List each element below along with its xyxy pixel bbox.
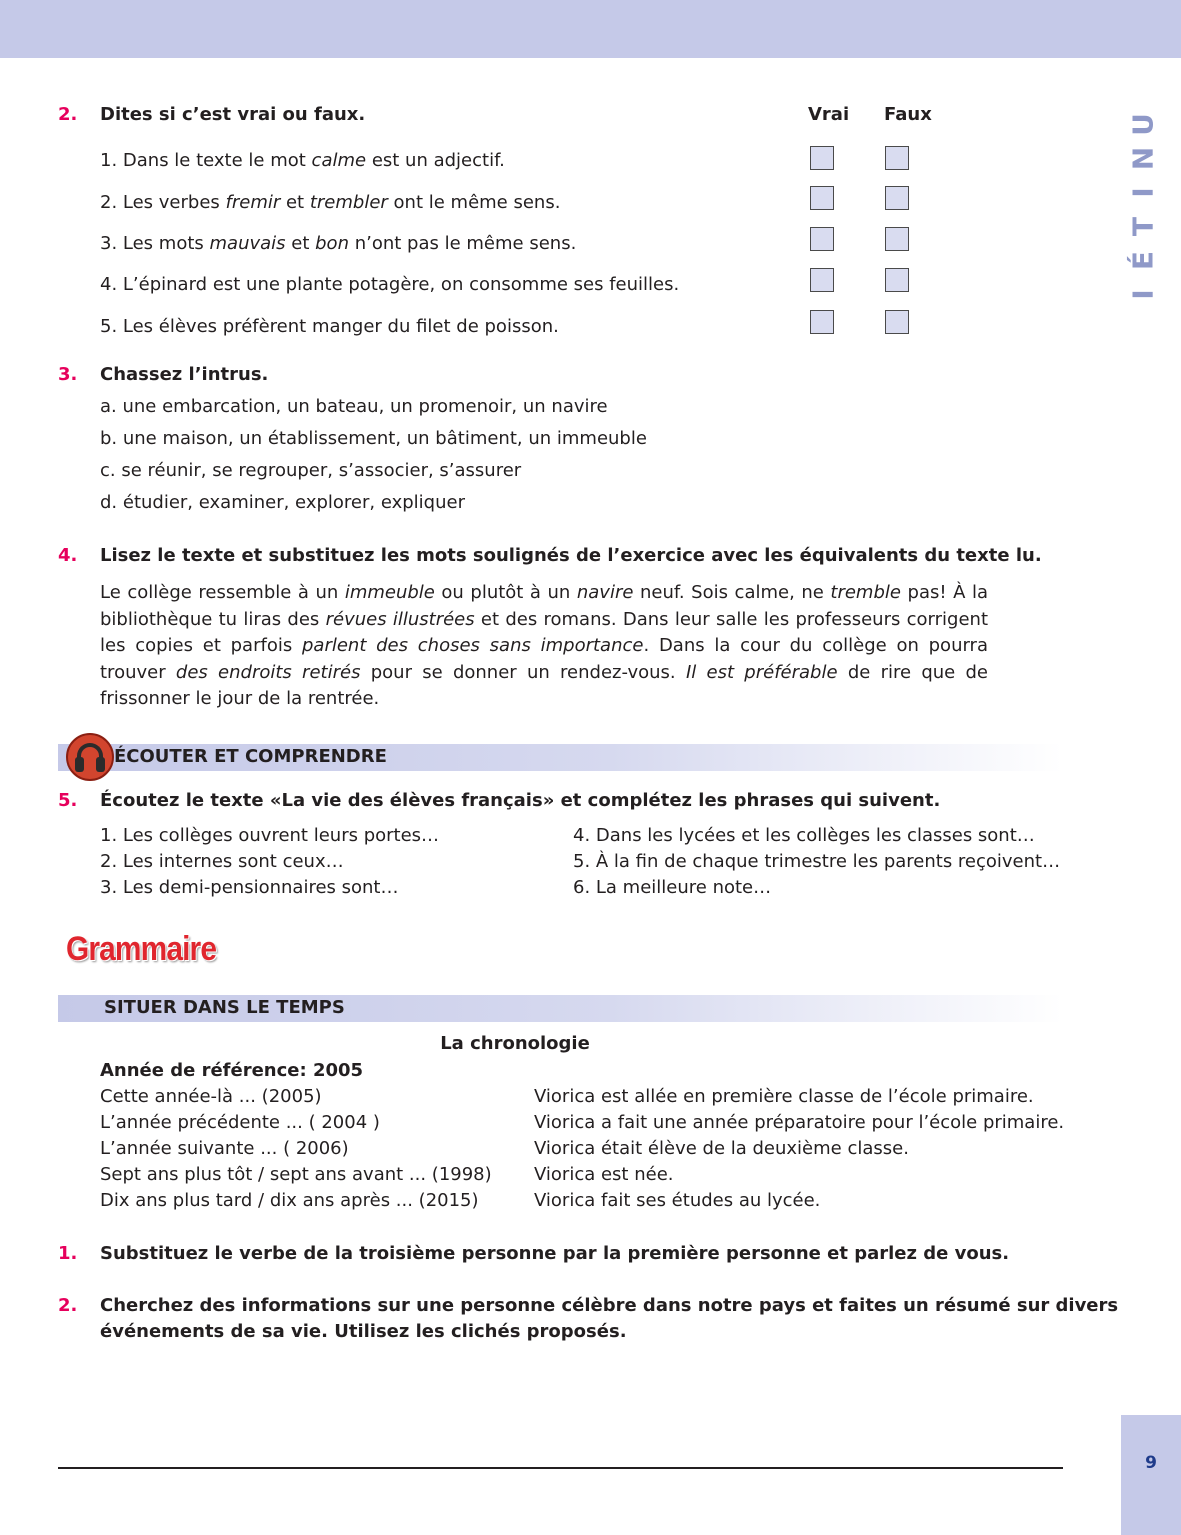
true-false-statement: 3. Les mots mauvais et bon n’ont pas le même sens. xyxy=(100,233,577,254)
checkbox-faux[interactable] xyxy=(885,310,909,334)
list-item: c. se réunir, se regrouper, s’associer, s’assurer xyxy=(100,460,522,481)
exercise-number: 5. xyxy=(58,790,78,811)
unit-letter: T xyxy=(1126,216,1160,237)
checkbox-vrai[interactable] xyxy=(810,146,834,170)
true-false-statement: 1. Dans le texte le mot calme est un adjectif. xyxy=(100,150,505,171)
checkbox-vrai[interactable] xyxy=(810,186,834,210)
checkbox-vrai[interactable] xyxy=(810,227,834,251)
unit-side-label xyxy=(1108,108,1178,308)
column-header-faux: Faux xyxy=(884,104,932,125)
exercise-title: Lisez le texte et substituez les mots soulignés de l’exercice avec les équivalents du texte lu. xyxy=(100,545,1042,566)
checkbox-faux[interactable] xyxy=(885,186,909,210)
exercise-number: 2. xyxy=(58,1295,78,1316)
column-header-vrai: Vrai xyxy=(808,104,850,125)
section-band-ecouter xyxy=(58,744,1063,771)
unit-letter: É xyxy=(1126,250,1160,271)
true-false-statement: 5. Les élèves préfèrent manger du filet de poisson. xyxy=(100,316,559,337)
list-item: 1. Les collèges ouvrent leurs portes… xyxy=(100,825,440,846)
exercise-title: Cherchez des informations sur une personne célèbre dans notre pays et faites un résumé sur divers xyxy=(100,1295,1119,1316)
exercise-title-continued: événements de sa vie. Utilisez les clichés proposés. xyxy=(100,1321,627,1342)
chronology-time-label: Cette année-là ... (2005) xyxy=(100,1086,322,1107)
chronology-event: Viorica est née. xyxy=(534,1164,674,1185)
list-item: d. étudier, examiner, explorer, expliquer xyxy=(100,492,465,513)
list-item: 3. Les demi-pensionnaires sont… xyxy=(100,877,399,898)
exercise-number: 3. xyxy=(58,364,78,385)
checkbox-vrai[interactable] xyxy=(810,310,834,334)
exercise-number: 4. xyxy=(58,545,78,566)
unit-letter: U xyxy=(1126,113,1160,136)
checkbox-faux[interactable] xyxy=(885,227,909,251)
footer-rule xyxy=(58,1467,1063,1469)
checkbox-faux[interactable] xyxy=(885,268,909,292)
unit-letter: I xyxy=(1126,187,1160,198)
exercise-title: Substituez le verbe de la troisième personne par la première personne et parlez de vous. xyxy=(100,1243,1010,1264)
section-heading: ÉCOUTER ET COMPRENDRE xyxy=(114,746,387,767)
page-number: 9 xyxy=(1145,1453,1157,1473)
checkbox-faux[interactable] xyxy=(885,146,909,170)
list-item: 2. Les internes sont ceux… xyxy=(100,851,344,872)
true-false-statement: 2. Les verbes fremir et trembler ont le même sens. xyxy=(100,192,561,213)
page-number-box xyxy=(1121,1415,1181,1535)
chronology-event: Viorica est allée en première classe de l’école primaire. xyxy=(534,1086,1034,1107)
exercise-number: 2. xyxy=(58,104,78,125)
exercise-title: Chassez l’intrus. xyxy=(100,364,269,385)
chronology-time-label: Dix ans plus tard / dix ans après ... (2015) xyxy=(100,1190,479,1211)
chronology-time-label: L’année précédente ... ( 2004 ) xyxy=(100,1112,380,1133)
chronology-time-label: Sept ans plus tôt / sept ans avant ... (1998) xyxy=(100,1164,492,1185)
exercise-title: Dites si c’est vrai ou faux. xyxy=(100,104,366,125)
chronology-event: Viorica a fait une année préparatoire pour l’école primaire. xyxy=(534,1112,1065,1133)
reference-year: Année de référence: 2005 xyxy=(100,1060,364,1081)
headphones-icon xyxy=(66,733,114,781)
section-heading: SITUER DANS LE TEMPS xyxy=(104,997,345,1018)
top-banner xyxy=(0,0,1181,58)
list-item: 6. La meilleure note… xyxy=(573,877,772,898)
reading-paragraph: Le collège ressemble à un immeuble ou plutôt à un navire neuf. Sois calme, ne tremble pas! À la bibliothèque tu liras des révues illustrées et des romans. Dans leur salle les professeurs corrigent les copies et parfois parlent des choses sans importance. Dans la cour du collège on pourra trouver des endroits retirés pour se donner un rendez-vous. Il est préférable de rire que de frissonner le jour de la rentrée. xyxy=(100,582,989,709)
exercise-number: 1. xyxy=(58,1243,78,1264)
chronology-event: Viorica était élève de la deuxième classe. xyxy=(534,1138,909,1159)
list-item: b. une maison, un établissement, un bâtiment, un immeuble xyxy=(100,428,647,449)
list-item: 5. À la fin de chaque trimestre les parents reçoivent… xyxy=(573,851,1061,872)
unit-letter: I xyxy=(1126,289,1160,300)
chronology-event: Viorica fait ses études au lycée. xyxy=(534,1190,821,1211)
chronology-title: La chronologie xyxy=(440,1033,590,1054)
checkbox-vrai[interactable] xyxy=(810,268,834,292)
chronology-time-label: L’année suivante ... ( 2006) xyxy=(100,1138,349,1159)
unit-letter: N xyxy=(1126,146,1160,171)
section-band-situer xyxy=(58,995,1063,1022)
grammaire-heading: Grammaire xyxy=(66,930,217,968)
true-false-statement: 4. L’épinard est une plante potagère, on consomme ses feuilles. xyxy=(100,274,680,295)
list-item: a. une embarcation, un bateau, un promenoir, un navire xyxy=(100,396,608,417)
list-item: 4. Dans les lycées et les collèges les classes sont… xyxy=(573,825,1035,846)
exercise-title: Écoutez le texte «La vie des élèves français» et complétez les phrases qui suivent. xyxy=(100,790,941,811)
